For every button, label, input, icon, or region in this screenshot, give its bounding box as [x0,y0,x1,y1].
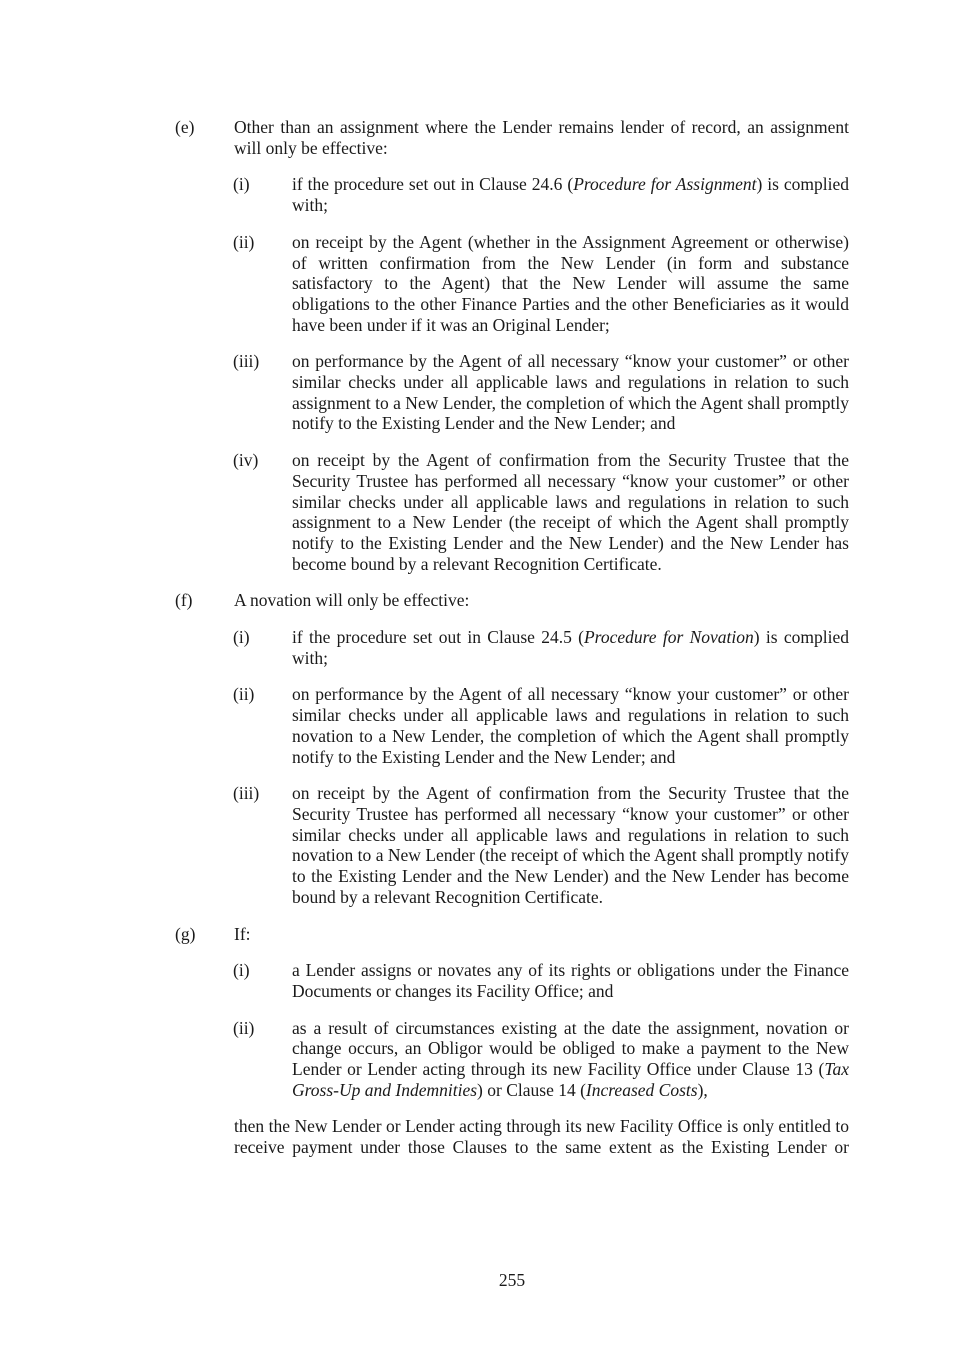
clause-e [175,117,849,158]
clause-f-item-ii-text: on performance by the Agent of all necessary “know your customer” or other similar checks under all applicable laws and regulations in relation to such novation to a New Lender, the completion of which the Agent shall promptly notify to the Existing Lender and the New Lender; and [292,684,849,767]
italic-run: Increased Costs [585,1079,698,1100]
italic-run: Tax Gross-Up and Indemnities [292,1059,849,1100]
clause-e-item-iv-label: (iv) [233,450,259,471]
clause-f-item-i [233,627,849,668]
clause-f-item-iii [233,783,849,907]
clause-g-item-i-text: a Lender assigns or novates any of its rights or obligations under the Finance Documents or changes its Facility Office; and [292,960,849,1001]
clause-f-item-i-text [292,627,849,668]
clause-g-label: (g) [175,923,196,944]
clause-f-item-ii-label: (ii) [233,684,255,705]
text-run: as a result of circumstances existing at the date the assignment, novation or change occurs, an Obligor would be obliged to make a payment to the New Lender or Lender acting through its new Facility Office under Clause 13 ( [292,1017,849,1080]
clause-g-continuation-text: then the New Lender or Lender acting through its new Facility Office is only entitled to receive payment under those Clauses to the same extent as the Existing Lender or [234,1116,849,1158]
text-run: ) or Clause 14 ( [477,1079,586,1100]
clause-e-text: Other than an assignment where the Lender remains lender of record, an assignment will only be effective: [234,117,849,158]
clause-e-item-iii [233,351,849,434]
clause-g-item-i [233,960,849,1001]
clause-e-item-iv [233,450,849,574]
clause-f-label: (f) [175,590,193,611]
page-content [175,117,849,1174]
text-run: ) is complied with; [292,174,850,216]
clause-e-item-i-text [292,174,849,215]
clause-e-item-ii-text: on receipt by the Agent (whether in the Assignment Agreement or otherwise) of written confirmation from the New Lender (in form and substance satisfactory to the Agent) that the New Lender will assume the same obligations to the other Finance Parties and the other Beneficiaries as it would have been under if it was an Original Lender; [292,231,849,335]
clause-e-item-iii-text: on performance by the Agent of all necessary “know your customer” or other similar checks under all applicable laws and regulations in relation to such assignment to a New Lender, the completion of which the Agent shall promptly notify to the Existing Lender and the New Lender; and [292,351,849,434]
clause-e-item-iii-label: (iii) [233,351,260,372]
clause-e-item-ii [233,232,849,336]
clause-g-text: If: [234,923,251,944]
clause-e-item-ii-label: (ii) [233,231,255,252]
clause-g-item-i-label: (i) [233,960,250,981]
clause-f-item-iii-label: (iii) [233,783,260,804]
page-number: 255 [498,1270,526,1290]
text-run: if the procedure set out in Clause 24.5 ( [292,627,584,648]
clause-e-item-i-label: (i) [233,174,250,195]
clause-g [175,924,849,945]
clause-f-text: A novation will only be effective: [234,590,470,611]
text-run: ), [697,1079,708,1100]
clause-g-continuation [234,1116,849,1157]
italic-run: Procedure for Assignment [573,174,757,195]
text-run: ) is complied with; [292,627,849,668]
clause-g-item-ii-text [292,1018,849,1101]
clause-f-item-iii-text: on receipt by the Agent of confirmation from the Security Trustee that the Security Trustee has performed all necessary “know your customer” or other similar checks under all applicable laws and regulations in relation to such novation to a New Lender (the receipt of which the Agent shall promptly notify to the Existing Lender and the New Lender) and the New Lender has become bound by a relevant Recognition Certificate. [292,783,849,907]
clause-f-item-ii [233,684,849,767]
clause-e-item-iv-text: on receipt by the Agent of confirmation from the Security Trustee that the Security Trustee has performed all necessary “know your customer” or other similar checks under all applicable laws and regulations in relation to such assignment to a New Lender (the receipt of which the Agent shall promptly notify to the Existing Lender and the New Lender) and the New Lender has become bound by a relevant Recognition Certificate. [292,450,849,574]
text-run: if the procedure set out in Clause 24.6 ( [292,174,574,195]
clause-g-item-ii-label: (ii) [233,1017,255,1038]
clause-f [175,590,849,611]
italic-run: Procedure for Novation [583,627,754,648]
clause-e-item-i [233,174,849,215]
clause-g-item-ii [233,1018,849,1101]
clause-f-item-i-label: (i) [233,627,250,648]
clause-e-label: (e) [175,117,195,137]
